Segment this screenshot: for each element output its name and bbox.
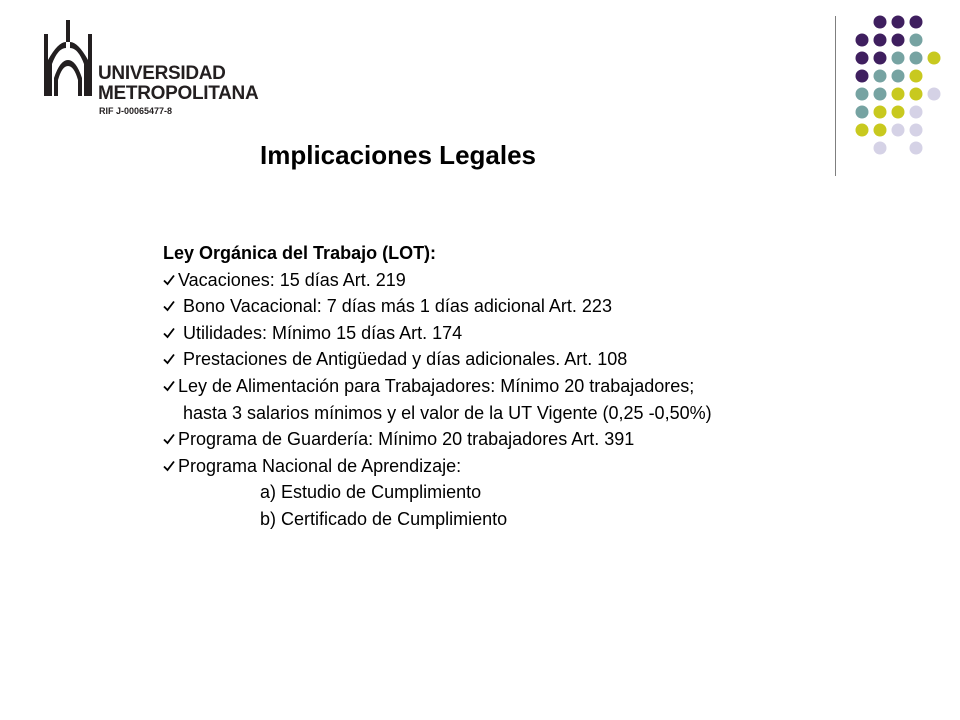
decorative-dot — [910, 88, 923, 101]
checkmark-icon — [163, 274, 175, 286]
list-item — [163, 267, 943, 294]
decorative-dot — [856, 124, 869, 137]
list-item-text: Prestaciones de Antigüedad y días adicionales. Art. 108 — [183, 349, 628, 370]
university-name — [98, 64, 258, 116]
list-item — [163, 453, 943, 480]
decorative-dot-grid — [838, 12, 960, 182]
decorative-dot — [892, 88, 905, 101]
decorative-dot — [892, 124, 905, 137]
checkmark-icon — [163, 327, 175, 339]
logo-line1: UNIVERSIDAD — [98, 63, 226, 84]
decorative-dot — [874, 70, 887, 83]
list-item-text: Ley de Alimentación para Trabajadores: Mínimo 20 trabajadores; — [178, 375, 695, 396]
decorative-dot — [874, 34, 887, 47]
decorative-dot — [910, 34, 923, 47]
checkmark-icon — [163, 353, 175, 365]
decorative-dot — [910, 16, 923, 29]
sub-item: a) Estudio de Cumplimiento — [260, 482, 482, 503]
list-item-text: Bono Vacacional: 7 días más 1 días adicional Art. 223 — [183, 296, 612, 317]
decorative-dot — [892, 70, 905, 83]
list-item — [163, 373, 943, 400]
page-title: Implicaciones Legales — [260, 140, 537, 170]
decorative-dot — [874, 124, 887, 137]
decorative-dot — [874, 16, 887, 29]
list-item-text: Programa de Guardería: Mínimo 20 trabajadores Art. 391 — [178, 429, 635, 450]
content-list — [163, 240, 943, 533]
logo-line2: METROPOLITANA — [98, 83, 259, 104]
checkmark-icon — [163, 380, 175, 392]
list-item — [163, 293, 943, 320]
university-emblem-icon — [44, 20, 92, 102]
decorative-dot — [856, 88, 869, 101]
decorative-dot — [892, 106, 905, 119]
decorative-dot — [874, 52, 887, 65]
checkmark-icon — [163, 460, 175, 472]
list-item — [163, 426, 943, 453]
decorative-dot — [856, 52, 869, 65]
decorative-dot — [856, 34, 869, 47]
decorative-dot — [856, 70, 869, 83]
list-item-text: Programa Nacional de Aprendizaje: — [178, 455, 462, 476]
checkmark-icon — [163, 300, 175, 312]
decorative-dot — [910, 124, 923, 137]
university-logo — [44, 20, 284, 125]
decorative-dot — [874, 106, 887, 119]
decorative-dot — [874, 142, 887, 155]
decorative-dot — [910, 142, 923, 155]
list-item-text: Vacaciones: 15 días Art. 219 — [178, 269, 406, 290]
decorative-dot — [910, 70, 923, 83]
decorative-divider — [835, 16, 836, 176]
decorative-dot — [892, 34, 905, 47]
decorative-dot — [892, 16, 905, 29]
decorative-dot — [856, 106, 869, 119]
decorative-dot — [910, 52, 923, 65]
list-item-continuation: hasta 3 salarios mínimos y el valor de la UT Vigente (0,25 -0,50%) — [183, 402, 712, 423]
list-item — [163, 320, 943, 347]
list-item-text: Utilidades: Mínimo 15 días Art. 174 — [183, 322, 463, 343]
decorative-dot — [928, 88, 941, 101]
decorative-dot — [892, 52, 905, 65]
decorative-dot — [874, 88, 887, 101]
decorative-dot — [910, 106, 923, 119]
decorative-dot — [928, 52, 941, 65]
logo-rif: RIF J-00065477-8 — [99, 106, 173, 116]
list-item — [163, 346, 943, 373]
sub-item: b) Certificado de Cumplimiento — [260, 508, 508, 529]
section-heading: Ley Orgánica del Trabajo (LOT): — [163, 243, 437, 263]
checkmark-icon — [163, 433, 175, 445]
